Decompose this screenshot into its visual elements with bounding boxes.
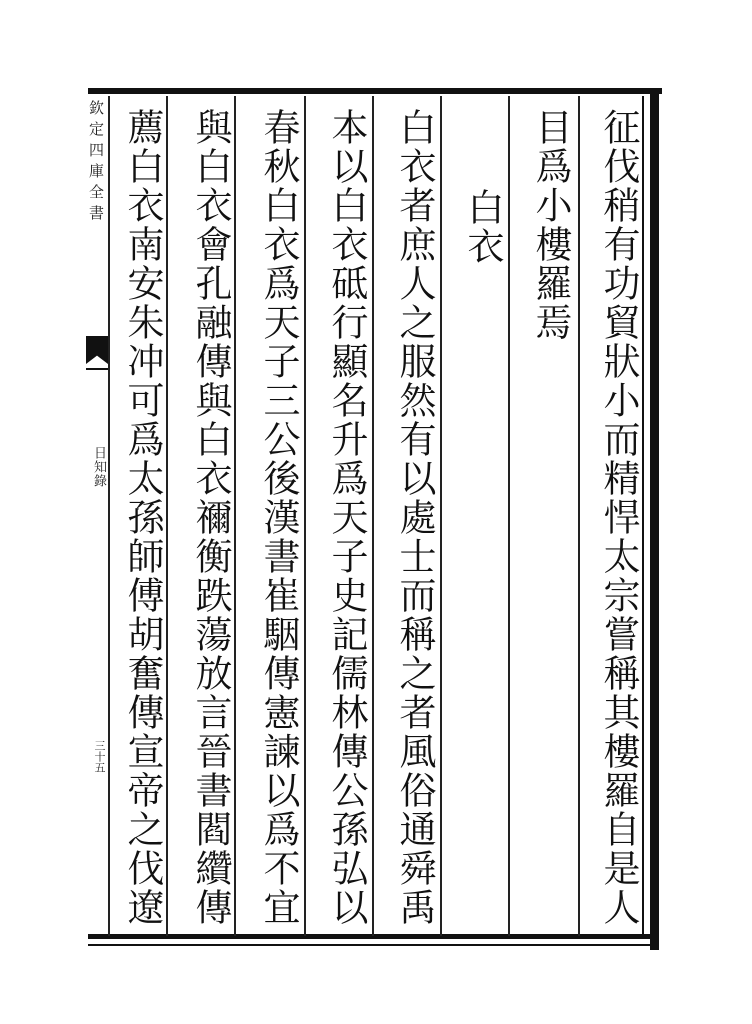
fishtail-rule bbox=[86, 368, 108, 370]
column-rule bbox=[372, 96, 374, 936]
text-column-4: 白衣者庶人之服然有以處士而稱之者風俗通舜禹 bbox=[393, 108, 436, 927]
margin-page-number: 三十五 bbox=[93, 740, 106, 773]
frame-inner-right-border bbox=[642, 96, 644, 936]
column-rule bbox=[234, 96, 236, 936]
column-rule bbox=[508, 96, 510, 936]
margin-subtitle: 日知錄 bbox=[91, 446, 106, 488]
frame-top-border bbox=[88, 88, 662, 94]
text-column-6: 春秋白衣爲天子三公後漢書崔駰傳憲諫以爲不宜 bbox=[257, 108, 300, 927]
column-rule bbox=[304, 96, 306, 936]
column-rule bbox=[166, 96, 168, 936]
text-column-7: 與白衣會孔融傳與白衣禰衡跌蕩放言晉書閻纘傳 bbox=[189, 108, 232, 927]
text-column-5: 本以白衣砥行顯名升爲天子史記儒林傳公孫弘以 bbox=[325, 108, 368, 927]
text-column-8: 薦白衣南安朱冲可爲太孫師傅胡奮傳宣帝之伐遼 bbox=[121, 108, 164, 927]
frame-bottom-border-thin bbox=[88, 944, 659, 946]
section-heading: 白衣 bbox=[461, 188, 504, 266]
margin-book-title: 欽定四庫全書 bbox=[87, 100, 105, 226]
frame-right-border bbox=[650, 88, 659, 950]
column-rule bbox=[440, 96, 442, 936]
column-rule bbox=[578, 96, 580, 936]
text-column-2: 目爲小樓羅焉 bbox=[529, 108, 572, 342]
text-column-1: 征伐稍有功貿狀小而精悍太宗嘗稱其樓羅自是人 bbox=[597, 108, 640, 927]
column-rule bbox=[108, 96, 110, 936]
